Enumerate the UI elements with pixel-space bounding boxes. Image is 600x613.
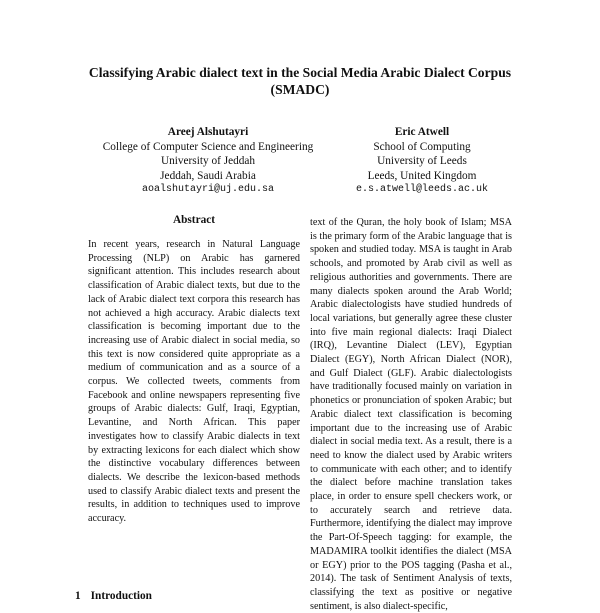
author-block-1 (88, 125, 328, 198)
author-name: Areej Alshutayri (167, 126, 249, 138)
author-affiliation: Leeds, United Kingdom (367, 169, 477, 182)
author-affiliation: School of Computing (373, 140, 471, 153)
author-affiliation: Jeddah, Saudi Arabia (160, 169, 256, 182)
author-affiliation: University of Jeddah (160, 155, 256, 168)
section-title: Introduction (90, 590, 152, 602)
author-affiliation: University of Leeds (377, 155, 467, 168)
body-text-right-column: text of the Quran, the holy book of Islam; MSA is the primary form of the Arabic language that is spoken and studied today. MSA is taught in Arab schools, and promoted by Arab civil as well as religious authorities and governments. There are many dialects spoken around the Arab World; Arabic dialectologists have studied hundreds of local variations, but generally agree these cluster into five main regional dialects: Iraqi Dialect (IRQ), Levantine Dialect (LEV), Egyptian Dialect (EGY), North African Dialect (NOR), and Gulf Dialect (GLF). Arabic dialectologists have traditionally focused mainly on variation in phonetics or pronunciation of spoken Arabic; but Arabic dialect text classification is becoming important due to the increasing use of Arabic dialect in social media text. As a result, there is a need to know the dialect used by Arabic writers to communicate with each other; and to identify the dialect before machine translation takes place, in order to ensure spell checkers work, or to accurately search and retrieve data. Furthermore, identifying the dialect may improve the Part-Of-Speech tagging: for example, the MADAMIRA toolkit identifies the dialect (MSA or EGY) prior to the POS tagging (Pasha et al., 2014). The task of Sentiment Analysis of texts, classifying the text as positive or negative sentiment, is also dialect-specific, (310, 217, 512, 612)
author-email: e.s.atwell@leeds.ac.uk (355, 184, 489, 196)
abstract-heading: Abstract (172, 214, 216, 226)
paper-title: Classifying Arabic dialect text in the Social Media Arabic Dialect Corpus (SMADC) (88, 65, 512, 97)
author-affiliation: College of Computer Science and Engineering (102, 140, 314, 153)
section-number: 1 (75, 590, 81, 602)
author-email: aoalshutayri@uj.edu.sa (141, 184, 275, 196)
author-block-2 (322, 125, 522, 198)
author-name: Eric Atwell (394, 126, 450, 138)
section-heading (75, 590, 152, 602)
abstract-text: In recent years, research in Natural Language Processing (NLP) on Arabic has garnered significant attention. This includes research about classification of Arabic dialect texts, but due to the lack of Arabic dialect text corpora this research has not achieved a high accuracy. Arabic dialects text classification is becoming important due to the increasing use of Arabic dialect in social media, so this text is now considered quite appropriate as a medium of communication and as a source of a corpus. We collected tweets, comments from Facebook and online newspapers representing five groups of Arabic dialects: Gulf, Iraqi, Egyptian, Levantine, and North African. This paper investigates how to classify Arabic dialects in text by extracting lexicons for each dialect which show the distinctive vocabulary differences between dialects. We describe the lexicon-based methods used to classify Arabic dialect texts and present the results, in addition to techniques used to improve accuracy. (88, 239, 300, 525)
